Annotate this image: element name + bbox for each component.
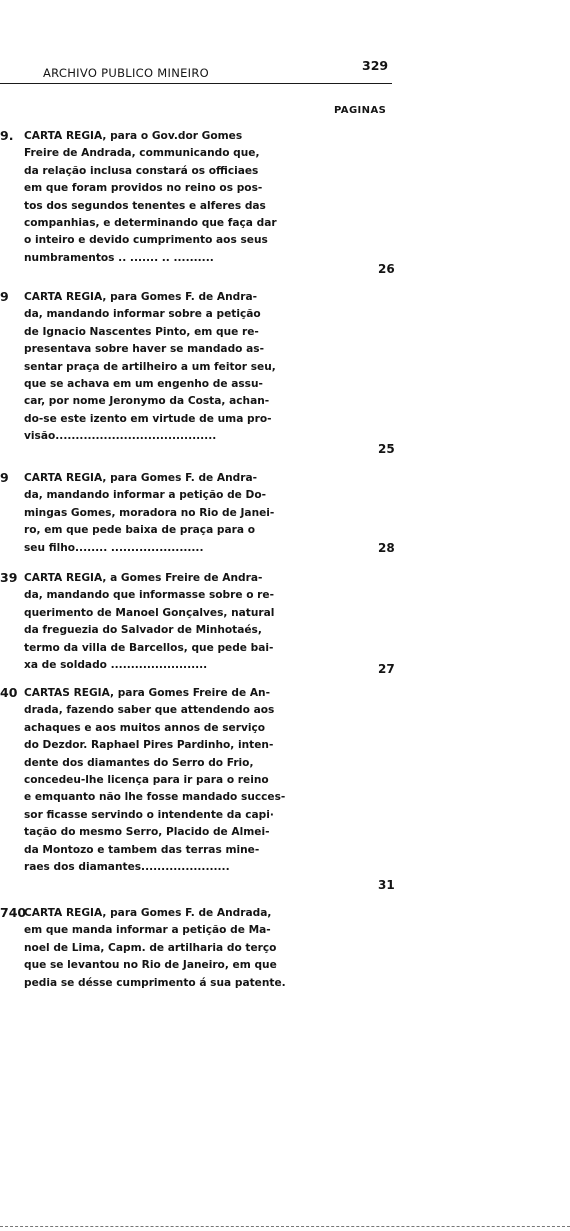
- entry-year: 9: [0, 470, 9, 485]
- entry-line: tação do mesmo Serro, Placido de Almei-: [24, 826, 270, 839]
- entry-line: sentar praça de artilheiro a um feitor seu,: [24, 360, 276, 373]
- entry-line: achaques e aos muitos annos de serviço: [24, 721, 266, 734]
- entry-line: dente dos diamantes do Serro do Frio,: [24, 756, 254, 769]
- entry-line: em que foram providos no reino os pos-: [24, 182, 263, 195]
- entry-line: presentava sobre haver se mandado as-: [24, 343, 264, 356]
- entry-year: 9: [0, 289, 9, 304]
- page-number: 329: [362, 58, 389, 73]
- entry-line: visão........................................: [24, 430, 217, 443]
- entry-line: CARTAS REGIA, para Gomes Freire de An-: [24, 687, 270, 699]
- entry-line: da, mandando que informasse sobre o re-: [24, 589, 274, 602]
- entry-page-number: 31: [378, 878, 395, 892]
- entry-line: concedeu-lhe licença para ir para o reino: [24, 774, 269, 787]
- entry-line: o inteiro e devido cumprimento aos seus: [24, 234, 268, 247]
- entry-line: noel de Lima, Capm. de artilharia do terço: [24, 941, 277, 954]
- entry-line: xa de soldado ........................: [24, 659, 208, 672]
- entry-line: tos dos segundos tenentes e alferes das: [24, 199, 266, 212]
- entry-line: da, mandando informar sobre a petição: [24, 308, 261, 321]
- entry-line: ro, em que pede baixa de praça para o: [24, 524, 255, 537]
- entry-line: raes dos diamantes......................: [24, 861, 230, 874]
- entry-line: que se achava em um engenho de assu-: [24, 378, 263, 391]
- entry-line: companhias, e determinando que faça dar: [24, 217, 277, 230]
- entry-text: [24, 905, 324, 992]
- entry-line: Freire de Andrada, communicando que,: [24, 147, 260, 160]
- entry-line: CARTA REGIA, a Gomes Freire de Andra-: [24, 572, 263, 584]
- entry-line: querimento de Manoel Gonçalves, natural: [24, 606, 275, 619]
- entry-line: termo da villa de Barcellos, que pede bai-: [24, 641, 274, 654]
- running-header: [0, 58, 395, 88]
- entry-year: 40: [0, 685, 18, 700]
- entry-line: numbramentos .. ....... .. ..........: [24, 251, 214, 264]
- entry-text: [24, 128, 324, 267]
- entry-year: 740: [0, 905, 27, 920]
- entry-line: de Ignacio Nascentes Pinto, em que re-: [24, 325, 259, 338]
- entry-line: CARTA REGIA, para Gomes F. de Andra-: [24, 472, 258, 484]
- entry-line: da freguezia do Salvador de Minhotaés,: [24, 624, 262, 637]
- entry-line: que se levantou no Rio de Janeiro, em que: [24, 959, 277, 972]
- entry-line: CARTA REGIA, para Gomes F. de Andra-: [24, 291, 258, 303]
- entry-page-number: 27: [378, 662, 395, 676]
- pages-column-label: PAGINAS: [334, 105, 387, 116]
- entry-line: do-se este izento em virtude de uma pro-: [24, 412, 272, 425]
- entry-line: e emquanto não lhe fosse mandado succes-: [24, 791, 286, 804]
- entry-line: mingas Gomes, moradora no Rio de Janei-: [24, 506, 275, 519]
- entry-line: pedia se désse cumprimento á sua patente.: [24, 976, 286, 989]
- entry-text: [24, 470, 324, 557]
- entry-line: drada, fazendo saber que attendendo aos: [24, 704, 275, 717]
- entry-page-number: 25: [378, 442, 395, 456]
- entry-line: do Dezdor. Raphael Pires Pardinho, inten-: [24, 739, 274, 752]
- entry-text: [24, 685, 324, 876]
- entry-line: seu filho........ .......................: [24, 541, 204, 554]
- entry-text: [24, 289, 324, 446]
- bottom-rule: [0, 1226, 570, 1227]
- entry-line: em que manda informar a petição de Ma-: [24, 924, 271, 937]
- entry-page-number: 28: [378, 541, 395, 555]
- header-rule: [0, 83, 392, 84]
- entry-year: 39: [0, 570, 18, 585]
- entry-line: da, mandando informar a petição de Do-: [24, 489, 267, 502]
- entry-line: da Montozo e tambem das terras mine-: [24, 843, 260, 856]
- entry-line: CARTA REGIA, para o Gov.dor Gomes: [24, 130, 243, 142]
- entry-line: sor ficasse servindo o intendente da capi·: [24, 808, 274, 821]
- running-title: ARCHIVO PUBLICO MINEIRO: [43, 66, 210, 80]
- entry-line: CARTA REGIA, para Gomes F. de Andrada,: [24, 907, 272, 919]
- entry-year: 9.: [0, 128, 14, 143]
- entry-line: car, por nome Jeronymo da Costa, achan-: [24, 395, 270, 408]
- entry-line: da relação inclusa constará os officiaes: [24, 164, 259, 177]
- entry-page-number: 26: [378, 262, 395, 276]
- entry-text: [24, 570, 324, 674]
